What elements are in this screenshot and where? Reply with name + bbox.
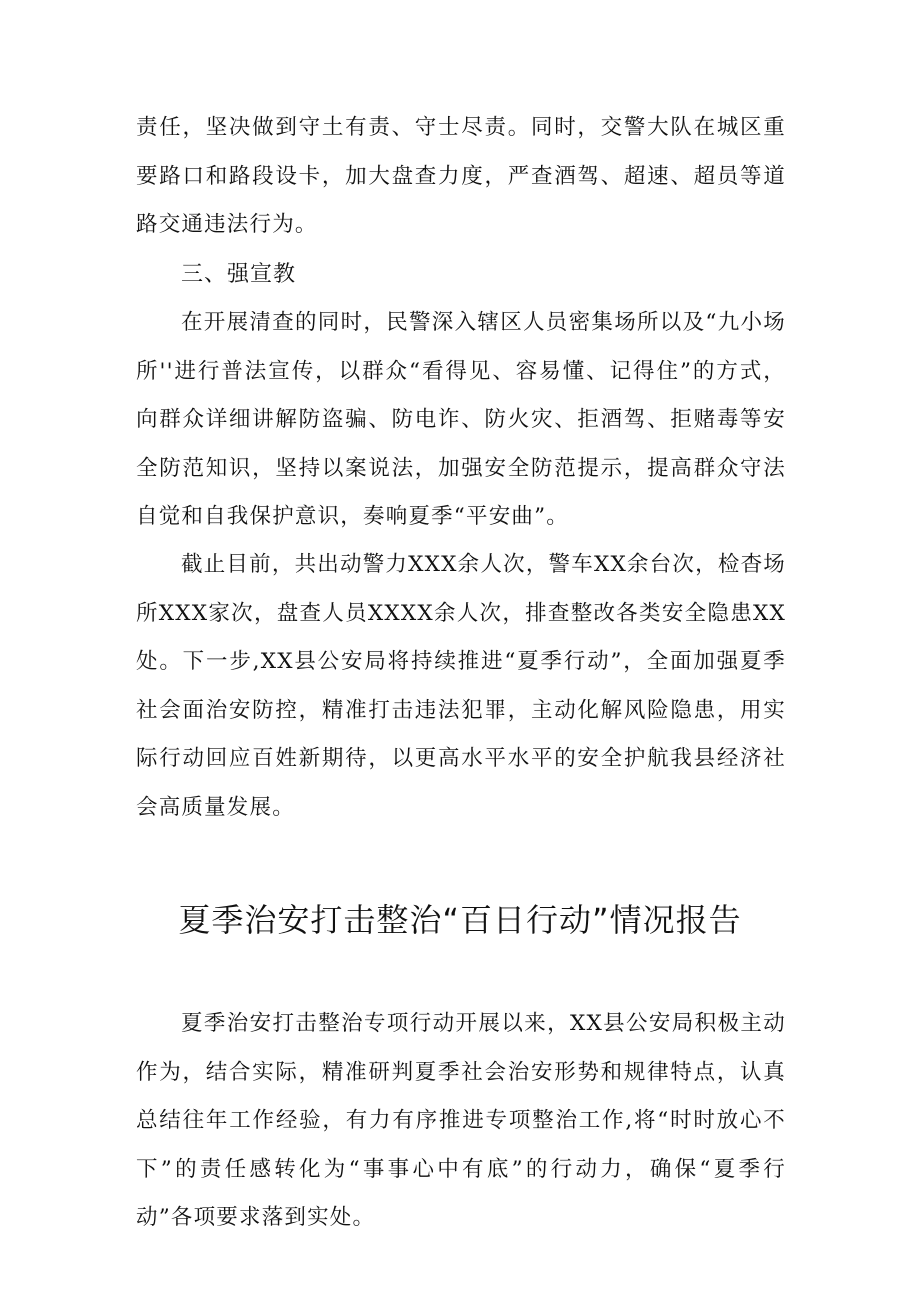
report-intro-paragraph: 夏季治安打击整治专项行动开展以来，XX县公安局积极主动作为，结合实际，精准研判夏季社会治安形势和规律特点，认真总结往年工作经验，有力有序推进专项整治工作,将“时时放心不下”的责任感转化为“事事心中有底”的行动力，确保“夏季行动”各项要求落到实处。 [136, 1011, 786, 1230]
publicity-paragraph: 在开展清查的同时，民警深入辖区人员密集场所以及“九小场所''进行普法宣传，以群众“看得见、容易懂、记得住”的方式，向群众详细讲解防盗骗、防电诈、防火灾、拒酒驾、拒赌毒等安全防范知识，坚持以案说法，加强安全防范提示，提高群众守法自觉和自我保护意识，奏响夏季“平安曲”。 [136, 310, 786, 529]
continuation-paragraph: 责任，坚决做到守土有责、守士尽责。同时，交警大队在城区重要路口和路段设卡，加大盘查力度，严查酒驾、超速、超员等道路交通违法行为。 [136, 115, 786, 237]
report-title: 夏季治安打击整治“百日行动”情况报告 [178, 901, 742, 939]
progress-summary-paragraph: 截止目前，共出动警力XXX余人次，警车XX余台次，检杳场所XXX家次，盘查人员XXXX余人次，排查整改各类安全隐患XX处。下一步,XX县公安局将持续推进“夏季行动”，全面加强夏季社会面治安防控，精准打击违法犯罪，主动化解风险隐患，用实际行动回应百姓新期待，以更高水平水平的安全护航我县经济社会高质量发展。 [136, 552, 786, 820]
section-heading-publicity: 三、强宣教 [181, 262, 297, 287]
